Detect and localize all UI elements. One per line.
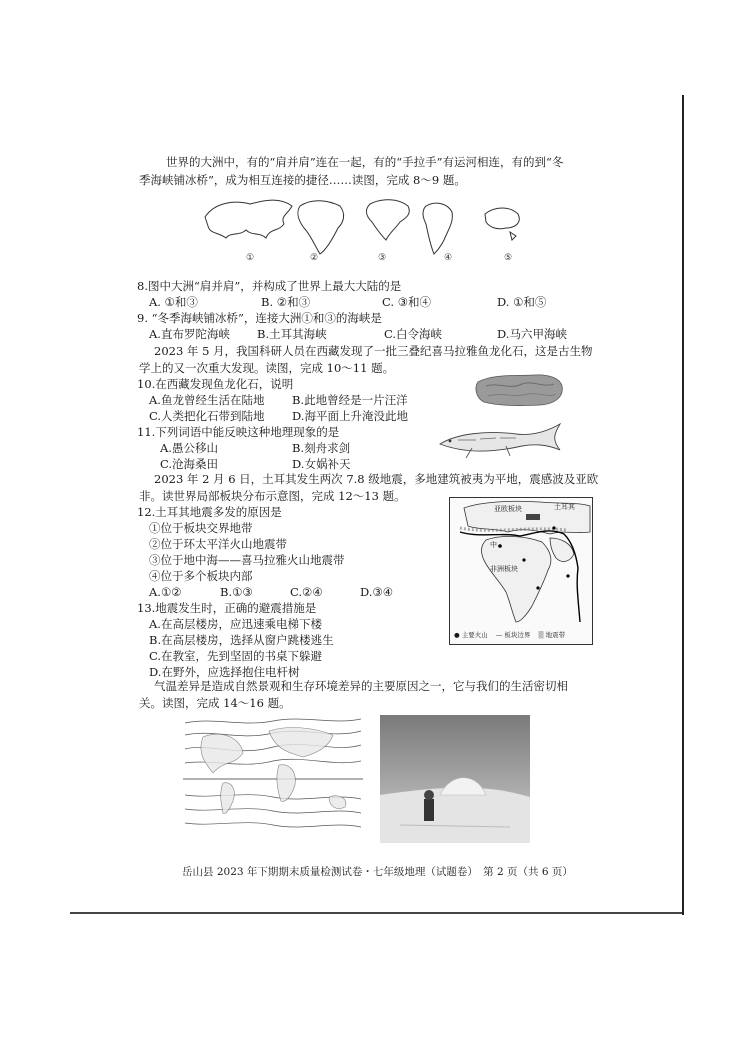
question-12-item-2: ②位于环太平洋火山地震带 <box>149 537 287 551</box>
continent-label-5: ⑤ <box>504 253 513 263</box>
page-footer: 岳山县 2023 年下期期末质量检测试卷・七年级地理（试题卷） 第 2 页（共 6 页） <box>182 866 573 878</box>
question-8-stem: 8.图中大洲“肩并肩”，并构成了世界上最大大陆的是 <box>137 279 402 293</box>
intro-earthquake-line1: 2023 年 2 月 6 日，土耳其发生两次 7.8 级地震，多地建筑被夷为平地，震感波及亚欧 <box>154 472 599 486</box>
continent-label-1: ① <box>246 253 255 263</box>
page-bottom-edge-line <box>70 912 682 914</box>
intro-temperature-line1: 气温差异是造成自然景观和生存环境差异的主要原因之一，它与我们的生活密切相 <box>154 679 568 693</box>
label-african-plate: 非洲板块 <box>490 565 518 573</box>
question-13-option-d: D.在野外，应选择抱住电杆树 <box>149 665 300 679</box>
question-10-option-b: B.此地曾经是一片汪洋 <box>292 393 408 407</box>
question-13-option-c: C.在教室，先到坚固的书桌下躲避 <box>149 649 323 663</box>
continents-figure <box>200 192 540 262</box>
question-12-item-4: ④位于多个板块内部 <box>149 569 253 583</box>
snow-landscape-photo <box>380 715 530 843</box>
question-13-stem: 13.地震发生时，正确的避震措施是 <box>137 601 317 615</box>
question-10-stem: 10.在西藏发现鱼龙化石，说明 <box>137 377 294 391</box>
question-13-option-a: A.在高层楼房，应迅速乘电梯下楼 <box>149 617 322 631</box>
question-11-option-d: D.女娲补天 <box>292 457 351 471</box>
intro-continents-line1: 世界的大洲中，有的“肩并肩”连在一起，有的“手拉手”有运河相连，有的到“冬 <box>166 155 564 169</box>
label-zhong: 中 <box>490 541 497 549</box>
legend-volcano-label: 主要火山 <box>461 631 488 639</box>
question-10-option-a: A.鱼龙曾经生活在陆地 <box>149 393 265 407</box>
legend-belt-icon: ▒ <box>538 631 544 639</box>
question-8-option-d: D. ①和⑤ <box>497 295 547 309</box>
ichthyosaur-sketch <box>436 414 566 464</box>
question-11-option-c: C.沧海桑田 <box>160 457 219 471</box>
label-eurasian-plate: 亚欧板块 <box>494 505 522 513</box>
intro-continents-line2: 季海峡铺冰桥”，成为相互连接的捷径……读图，完成 8～9 题。 <box>139 173 466 187</box>
question-11-stem: 11.下列词语中能反映这种地理现象的是 <box>137 425 340 439</box>
south-america-outline <box>423 203 452 254</box>
question-9-stem: 9. “冬季海峡铺冰桥”，连接大洲①和③的海峡是 <box>137 311 382 325</box>
plate-distribution-map <box>449 497 593 645</box>
africa-outline <box>298 201 344 254</box>
question-12-item-1: ①位于板块交界地带 <box>149 521 253 535</box>
question-12-option-d: D.③④ <box>360 585 394 599</box>
intro-temperature-line2: 关。读图，完成 14～16 题。 <box>139 696 291 710</box>
continent-label-2: ② <box>310 253 319 263</box>
legend-belt-label: 地震带 <box>545 631 566 639</box>
question-12-option-b: B.①③ <box>220 585 253 599</box>
question-12-option-a: A.①② <box>149 585 182 599</box>
legend-boundary-label: 板块边界 <box>504 631 531 639</box>
world-isotherm-map <box>183 713 363 843</box>
question-9-option-b: B.土耳其海峡 <box>257 327 327 341</box>
north-america-outline <box>366 200 409 240</box>
fossil-rock-photo <box>474 372 566 408</box>
question-9-option-a: A.直布罗陀海峡 <box>149 327 230 341</box>
question-11-option-a: A.愚公移山 <box>160 441 218 455</box>
question-13-option-b: B.在高层楼房，选择从窗户跳楼逃生 <box>149 633 334 647</box>
question-9-option-c: C.白令海峡 <box>384 327 443 341</box>
question-11-option-b: B.刻舟求剑 <box>292 441 351 455</box>
intro-fossil-line2: 学上的又一次重大发现。读图，完成 10～11 题。 <box>139 361 395 375</box>
intro-earthquake-line2: 非。读世界局部板块分布示意图，完成 12～13 题。 <box>139 489 406 503</box>
question-8-option-b: B. ②和③ <box>261 295 311 309</box>
question-12-option-c: C.②④ <box>290 585 323 599</box>
question-12-stem: 12.土耳其地震多发的原因是 <box>137 505 282 519</box>
oceania-outline <box>485 208 519 240</box>
question-10-option-d: D.海平面上升淹没此地 <box>292 409 408 423</box>
plate-map-legend <box>454 630 565 639</box>
eurasia-outline <box>205 200 292 238</box>
legend-volcano-icon: ● <box>454 631 460 639</box>
question-10-option-c: C.人类把化石带到陆地 <box>149 409 265 423</box>
turkey-marker <box>526 514 540 520</box>
legend-boundary-icon: — <box>495 631 503 639</box>
question-12-item-3: ③位于地中海——喜马拉雅火山地震带 <box>149 553 345 567</box>
label-turkey: 土耳其 <box>554 503 575 511</box>
continent-label-3: ③ <box>378 253 387 263</box>
page-right-edge-line <box>682 95 684 915</box>
continent-label-4: ④ <box>444 253 453 263</box>
question-8-option-a: A. ①和③ <box>149 295 198 309</box>
question-9-option-d: D.马六甲海峡 <box>497 327 567 341</box>
intro-fossil-line1: 2023 年 5 月，我国科研人员在西藏发现了一批三叠纪喜马拉雅鱼龙化石，这是古生物 <box>154 344 593 358</box>
question-8-option-c: C. ③和④ <box>382 295 432 309</box>
